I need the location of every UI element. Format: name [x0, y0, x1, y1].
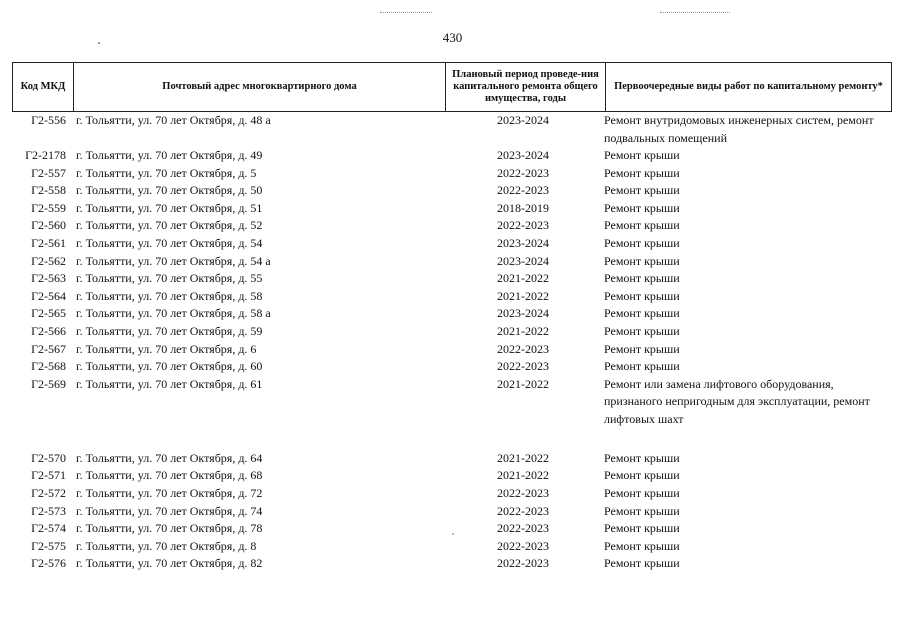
table-row	[0, 235, 905, 253]
table-row	[0, 165, 905, 183]
table-row	[0, 341, 905, 359]
cell-address: г. Тольятти, ул. 70 лет Октября, д. 58 а	[76, 306, 271, 321]
cell-code: Г2-558	[31, 183, 66, 198]
table-header	[12, 62, 892, 112]
cell-period: 2022-2023	[497, 556, 549, 571]
cell-works: Ремонт крыши	[604, 485, 680, 500]
cell-address: г. Тольятти, ул. 70 лет Октября, д. 82	[76, 556, 263, 571]
cell-code: Г2-559	[31, 200, 66, 215]
cell-period: 2023-2024	[497, 253, 549, 268]
cell-works: Ремонт или замена лифтового оборудования, признаного непригодным для эксплуатации, ремонт лифтовых шахт	[604, 376, 870, 426]
cell-period: 2022-2023	[497, 485, 549, 500]
cell-period: 2022-2023	[497, 538, 549, 553]
table-row	[0, 182, 905, 200]
header-address: Почтовый адрес многоквартирного дома	[73, 63, 445, 111]
table-row	[0, 270, 905, 288]
cell-works: Ремонт крыши	[604, 341, 680, 356]
cell-address: г. Тольятти, ул. 70 лет Октября, д. 52	[76, 218, 263, 233]
cell-period: 2021-2022	[497, 271, 549, 286]
cell-period: 2021-2022	[497, 450, 549, 465]
table-row	[0, 450, 905, 468]
cell-code: Г2-568	[31, 359, 66, 374]
cell-works: Ремонт крыши	[604, 521, 680, 536]
cell-period: 2023-2024	[497, 113, 549, 127]
cell-works: Ремонт крыши	[604, 148, 680, 162]
cell-code: Г2-572	[31, 485, 66, 500]
cell-period: 2022-2023	[497, 503, 549, 518]
cell-address: г. Тольятти, ул. 70 лет Октября, д. 72	[76, 485, 263, 500]
header-works: Первоочередные виды работ по капитальному ремонту*	[605, 63, 891, 111]
cell-works: Ремонт крыши	[604, 200, 680, 215]
table-row	[0, 485, 905, 503]
cell-works: Ремонт крыши	[604, 288, 680, 303]
cell-code: Г2-560	[31, 218, 66, 233]
cell-code: Г2-571	[31, 468, 66, 483]
cell-period: 2021-2022	[497, 376, 549, 391]
table-body	[0, 112, 905, 573]
table-row	[0, 112, 905, 147]
cell-code: Г2-2178	[25, 148, 66, 162]
cell-code: Г2-567	[31, 341, 66, 356]
page-number: 430	[442, 30, 463, 45]
cell-address: г. Тольятти, ул. 70 лет Октября, д. 50	[76, 183, 263, 198]
table-row	[0, 323, 905, 341]
cell-address: г. Тольятти, ул. 70 лет Октября, д. 54 а	[76, 253, 271, 268]
cell-period: 2022-2023	[497, 218, 549, 233]
cell-works: Ремонт крыши	[604, 306, 680, 321]
cell-code: Г2-561	[31, 235, 66, 250]
cell-period: 2022-2023	[497, 165, 549, 180]
cell-works: Ремонт крыши	[604, 503, 680, 518]
cell-period: 2022-2023	[497, 341, 549, 356]
cell-works: Ремонт крыши	[604, 468, 680, 483]
cell-code: Г2-566	[31, 323, 66, 338]
cell-period: 2022-2023	[497, 183, 549, 198]
table-row	[0, 253, 905, 271]
cell-address: г. Тольятти, ул. 70 лет Октября, д. 54	[76, 235, 263, 250]
scan-artifact	[380, 12, 432, 14]
cell-code: Г2-569	[31, 376, 66, 391]
cell-works: Ремонт крыши	[604, 538, 680, 553]
cell-address: г. Тольятти, ул. 70 лет Октября, д. 8	[76, 538, 257, 553]
cell-address: г. Тольятти, ул. 70 лет Октября, д. 74	[76, 503, 263, 518]
table-row	[0, 200, 905, 218]
cell-address: г. Тольятти, ул. 70 лет Октября, д. 64	[76, 450, 263, 465]
cell-period: 2018-2019	[497, 200, 549, 215]
table-row	[0, 358, 905, 376]
cell-works: Ремонт крыши	[604, 323, 680, 338]
cell-address: г. Тольятти, ул. 70 лет Октября, д. 49	[76, 148, 263, 162]
table-row	[0, 520, 905, 538]
cell-code: Г2-574	[31, 521, 66, 536]
cell-period: 2023-2024	[497, 148, 549, 162]
cell-code: Г2-564	[31, 288, 66, 303]
cell-works: Ремонт крыши	[604, 165, 680, 180]
cell-address: г. Тольятти, ул. 70 лет Октября, д. 61	[76, 376, 263, 391]
cell-code: Г2-556	[31, 113, 66, 127]
cell-address: г. Тольятти, ул. 70 лет Октября, д. 6	[76, 341, 257, 356]
cell-works: Ремонт крыши	[604, 450, 680, 465]
cell-address: г. Тольятти, ул. 70 лет Октября, д. 55	[76, 271, 263, 286]
cell-address: г. Тольятти, ул. 70 лет Октября, д. 59	[76, 323, 263, 338]
cell-period: 2022-2023	[497, 359, 549, 374]
cell-code: Г2-562	[31, 253, 66, 268]
table-row	[0, 147, 905, 165]
cell-address: г. Тольятти, ул. 70 лет Октября, д. 78	[76, 521, 263, 536]
table-row	[0, 538, 905, 556]
cell-works: Ремонт крыши	[604, 235, 680, 250]
cell-period: 2021-2022	[497, 468, 549, 483]
cell-works: Ремонт крыши	[604, 271, 680, 286]
cell-works: Ремонт крыши	[604, 183, 680, 198]
scan-artifact	[660, 12, 730, 14]
table-row	[0, 376, 905, 428]
cell-code: Г2-573	[31, 503, 66, 518]
cell-works: Ремонт крыши	[604, 253, 680, 268]
table-row	[0, 288, 905, 306]
table-row	[0, 503, 905, 521]
cell-address: г. Тольятти, ул. 70 лет Октября, д. 5	[76, 165, 257, 180]
cell-period: 2023-2024	[497, 235, 549, 250]
table-row	[0, 305, 905, 323]
table-row	[0, 467, 905, 485]
cell-period: 2023-2024	[497, 306, 549, 321]
cell-works: Ремонт крыши	[604, 556, 680, 571]
header-period: Плановый период проведе-ния капитального ремонта общего имущества, годы	[445, 63, 605, 111]
cell-code: Г2-570	[31, 450, 66, 465]
cell-address: г. Тольятти, ул. 70 лет Октября, д. 60	[76, 359, 263, 374]
cell-address: г. Тольятти, ул. 70 лет Октября, д. 68	[76, 468, 263, 483]
table-row	[0, 217, 905, 235]
cell-code: Г2-557	[31, 165, 66, 180]
cell-code: Г2-576	[31, 556, 66, 571]
cell-works: Ремонт внутридомовых инженерных систем, ремонт подвальных помещений	[604, 113, 874, 145]
cell-code: Г2-565	[31, 306, 66, 321]
cell-address: г. Тольятти, ул. 70 лет Октября, д. 58	[76, 288, 263, 303]
cell-works: Ремонт крыши	[604, 218, 680, 233]
cell-address: г. Тольятти, ул. 70 лет Октября, д. 51	[76, 200, 263, 215]
header-code: Код МКД	[20, 81, 66, 92]
cell-works: Ремонт крыши	[604, 359, 680, 374]
cell-address: г. Тольятти, ул. 70 лет Октября, д. 48 а	[76, 113, 271, 127]
table-row	[0, 555, 905, 573]
cell-period: 2022-2023	[497, 521, 549, 536]
cell-period: 2021-2022	[497, 288, 549, 303]
row-gap	[0, 428, 905, 450]
cell-period: 2021-2022	[497, 323, 549, 338]
cell-code: Г2-563	[31, 271, 66, 286]
cell-code: Г2-575	[31, 538, 66, 553]
